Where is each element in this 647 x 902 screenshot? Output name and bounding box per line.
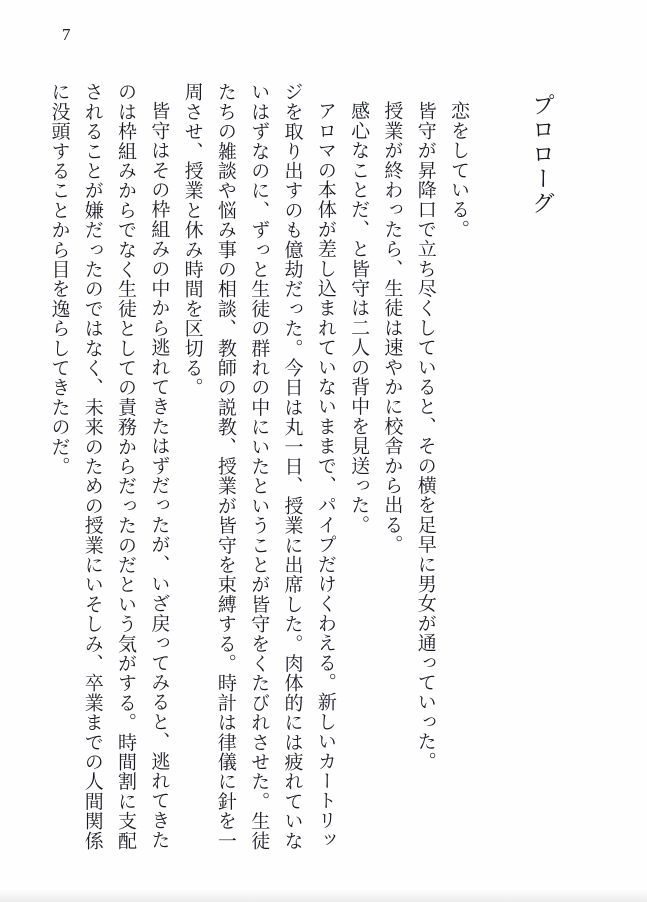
paragraph: 皆守が昇降口で立ち尽くしていると、その横を足早に男女が通っていった。 <box>414 101 436 771</box>
paragraph: 感心なことだ、と皆守は二人の背中を見送った。 <box>348 101 370 535</box>
paragraph: アロマの本体が差し込まれていないままで、パイプだけくわえる。新しいカートリッジを取り出すのも億劫だった。今日は丸一日、授業に出席した。肉体的には疲れていないはずなのに、ずっと生徒の群れの中にいたということが皆守をくたびれさせた。生徒たちの雑談や悩み事の相談、教師の説教、授業が皆守を束縛する。時計は律儀に針を一周させ、授業と休み時間を区切る。 <box>181 82 336 851</box>
chapter-title: プロローグ <box>529 93 554 216</box>
page-bottom-shadow <box>0 889 647 902</box>
page-number: 7 <box>62 25 71 44</box>
paragraph: 皆守はその枠組みの中から逃れてきたはずだったが、いざ戻ってみると、逃れてきたのは枠組みからでなく生徒としての責務からだったのだという気がする。時間割に支配されることが嫌だったのではなく、未来のための授業にいそしみ、卒業までの人間関係に没頭することから目を逸らしてきたのだ。 <box>48 82 170 851</box>
paragraph: 恋をしている。 <box>448 101 469 239</box>
paragraph: 授業が終わったら、生徒は速やかに校舎から出る。 <box>381 101 403 555</box>
body-text <box>42 82 475 851</box>
